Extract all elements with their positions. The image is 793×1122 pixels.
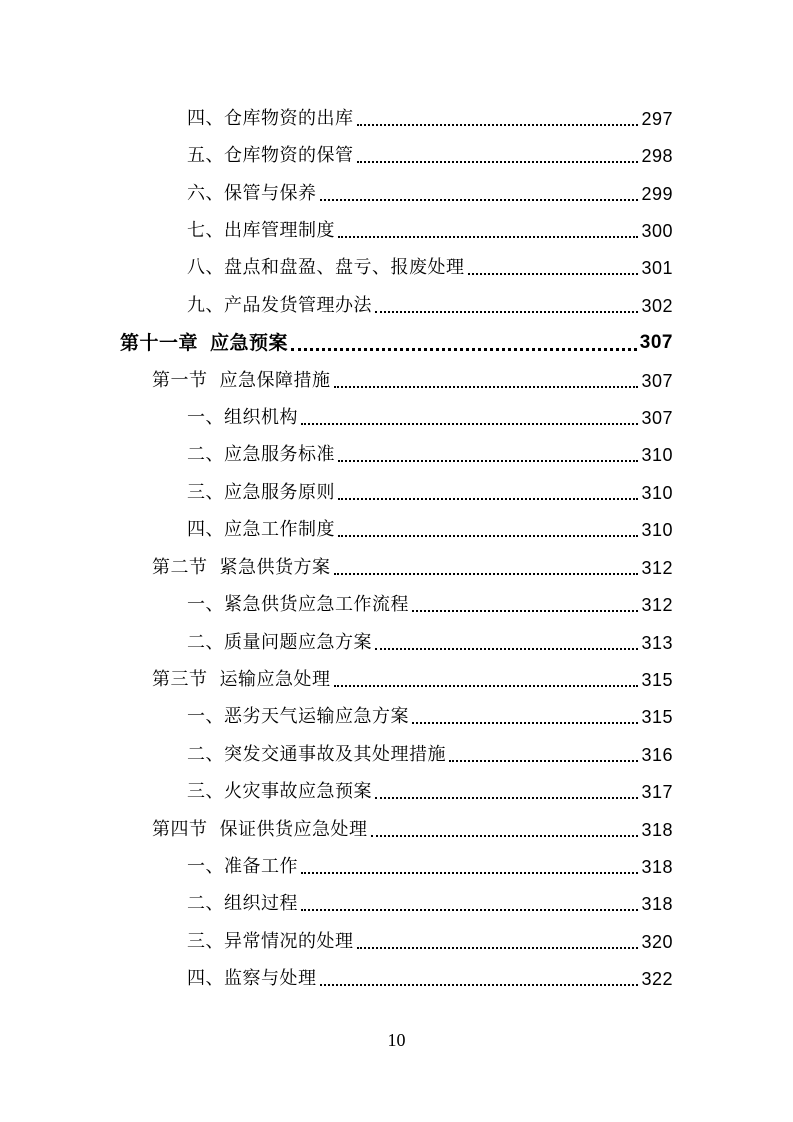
toc-entry-number: 第十一章: [120, 332, 199, 354]
toc-entry-number: 四、: [187, 519, 224, 540]
dot-leader: [320, 984, 639, 986]
toc-entry-title: 准备工作: [224, 856, 298, 877]
dot-leader: [371, 835, 639, 837]
dot-leader: [334, 685, 639, 687]
toc-entry-page: 318: [641, 857, 673, 877]
toc-entry-title: 仓库物资的保管: [224, 145, 354, 166]
toc-entry-number: 一、: [187, 706, 224, 727]
toc-entry-title: 异常情况的处理: [224, 931, 354, 952]
toc-entry-title: 质量问题应急方案: [224, 632, 372, 653]
toc-entry-title: 应急工作制度: [224, 519, 335, 540]
toc-entry-page: 310: [641, 445, 673, 465]
toc-entry[interactable]: [187, 218, 673, 244]
toc-entry-number: 第三节: [152, 669, 208, 690]
toc-entry-number: 第四节: [152, 819, 208, 840]
dot-leader: [375, 311, 638, 313]
dot-leader: [301, 423, 638, 425]
toc-entry[interactable]: [187, 891, 673, 917]
toc-entry[interactable]: [187, 106, 673, 132]
toc-entry[interactable]: [187, 854, 673, 880]
toc-entry[interactable]: [187, 966, 673, 992]
toc-entry-title: 保证供货应急处理: [219, 819, 368, 840]
toc-entry-number: 六、: [187, 183, 224, 204]
toc-entry-page: 315: [641, 670, 673, 690]
toc-entry-title: 组织机构: [224, 407, 298, 428]
toc-entry-page: 313: [641, 633, 673, 653]
toc-entry-page: 299: [641, 184, 673, 204]
toc-section-entry[interactable]: [152, 817, 673, 843]
dot-leader: [334, 573, 639, 575]
toc-section-entry[interactable]: [152, 667, 673, 693]
toc-entry-page: 298: [641, 146, 673, 166]
toc-entry-page: 320: [641, 932, 673, 952]
toc-entry-page: 316: [641, 745, 673, 765]
toc-entry-page: 318: [641, 820, 673, 840]
dot-leader: [334, 386, 639, 388]
toc-entry-title: 应急服务标准: [224, 444, 335, 465]
toc-entry-title: 保管与保养: [224, 183, 317, 204]
toc-entry-number: 三、: [187, 781, 224, 802]
toc-entry[interactable]: [187, 480, 673, 506]
toc-entry-page: 312: [641, 595, 673, 615]
toc-entry-title: 火灾事故应急预案: [224, 781, 372, 802]
toc-entry-number: 九、: [187, 295, 224, 316]
toc-entry-page: 307: [641, 408, 673, 428]
toc-entry-title: 出库管理制度: [224, 220, 335, 241]
dot-leader: [320, 199, 639, 201]
toc-entry[interactable]: [187, 779, 673, 805]
toc-entry-number: 第二节: [152, 557, 208, 578]
toc-entry-number: 二、: [187, 893, 224, 914]
toc-entry-title: 仓库物资的出库: [224, 108, 354, 129]
dot-leader: [375, 797, 638, 799]
toc-entry-page: 307: [641, 371, 673, 391]
toc-section-entry[interactable]: [152, 555, 673, 581]
dot-leader: [375, 648, 638, 650]
toc-entry-title: 组织过程: [224, 893, 298, 914]
toc-entry-page: 302: [641, 296, 673, 316]
toc-entry[interactable]: [187, 929, 673, 955]
toc-entry-title: 应急保障措施: [219, 370, 331, 391]
dot-leader: [291, 348, 637, 351]
toc-entry-page: 310: [641, 520, 673, 540]
dot-leader: [357, 124, 639, 126]
toc-entry-number: 三、: [187, 931, 224, 952]
dot-leader: [338, 535, 638, 537]
toc-entry[interactable]: [187, 630, 673, 656]
dot-leader: [468, 273, 639, 275]
toc-entry[interactable]: [187, 181, 673, 207]
toc-entry-number: 二、: [187, 632, 224, 653]
toc-entry-number: 一、: [187, 407, 224, 428]
toc-entry-number: 二、: [187, 744, 224, 765]
toc-entry[interactable]: [187, 442, 673, 468]
toc-entry-title: 产品发货管理办法: [224, 295, 372, 316]
toc-entry-page: 312: [641, 558, 673, 578]
toc-entry-page: 322: [641, 969, 673, 989]
toc-entry[interactable]: [187, 255, 673, 281]
dot-leader: [338, 236, 638, 238]
toc-section-entry[interactable]: [152, 368, 673, 394]
dot-leader: [338, 460, 638, 462]
toc-entry[interactable]: [187, 592, 673, 618]
toc-entry-page: 300: [641, 221, 673, 241]
toc-entry-title: 紧急供货方案: [219, 557, 331, 578]
toc-entry-page: 301: [641, 258, 673, 278]
toc-entry-title: 紧急供货应急工作流程: [224, 594, 409, 615]
toc-entry-number: 二、: [187, 444, 224, 465]
toc-entry-page: 297: [641, 109, 673, 129]
toc-entry-title: 突发交通事故及其处理措施: [224, 744, 446, 765]
toc-entry-page: 307: [639, 332, 673, 353]
toc-entry-number: 四、: [187, 968, 224, 989]
dot-leader: [449, 760, 638, 762]
toc-entry-title: 恶劣天气运输应急方案: [224, 706, 409, 727]
dot-leader: [412, 722, 638, 724]
toc-entry[interactable]: [187, 742, 673, 768]
toc-entry[interactable]: [187, 143, 673, 169]
dot-leader: [357, 161, 639, 163]
toc-entry-title: 监察与处理: [224, 968, 317, 989]
dot-leader: [412, 610, 638, 612]
toc-chapter-entry[interactable]: [120, 330, 673, 356]
page-number: 10: [387, 1030, 406, 1050]
toc-entry[interactable]: [187, 517, 673, 543]
dot-leader: [338, 498, 638, 500]
toc-entry[interactable]: [187, 293, 673, 319]
toc-entry-number: 一、: [187, 594, 224, 615]
toc-entry-number: 八、: [187, 257, 224, 278]
toc-entry-page: 318: [641, 894, 673, 914]
toc-entry-number: 四、: [187, 108, 224, 129]
dot-leader: [301, 909, 638, 911]
toc-entry-page: 315: [641, 707, 673, 727]
toc-entry-title: 应急服务原则: [224, 482, 335, 503]
toc-entry-number: 五、: [187, 145, 224, 166]
toc-entry-title: 应急预案: [210, 332, 289, 354]
toc-entry-page: 317: [641, 782, 673, 802]
toc-entry[interactable]: [187, 405, 673, 431]
toc-entry-number: 七、: [187, 220, 224, 241]
toc-entry-number: 三、: [187, 482, 224, 503]
dot-leader: [357, 947, 639, 949]
dot-leader: [301, 872, 638, 874]
toc-entry[interactable]: [187, 704, 673, 730]
toc-entry-number: 一、: [187, 856, 224, 877]
toc-entry-page: 310: [641, 483, 673, 503]
toc-entry-title: 盘点和盘盈、盘亏、报废处理: [224, 257, 465, 278]
toc-entry-number: 第一节: [152, 370, 208, 391]
toc-entry-title: 运输应急处理: [219, 669, 331, 690]
